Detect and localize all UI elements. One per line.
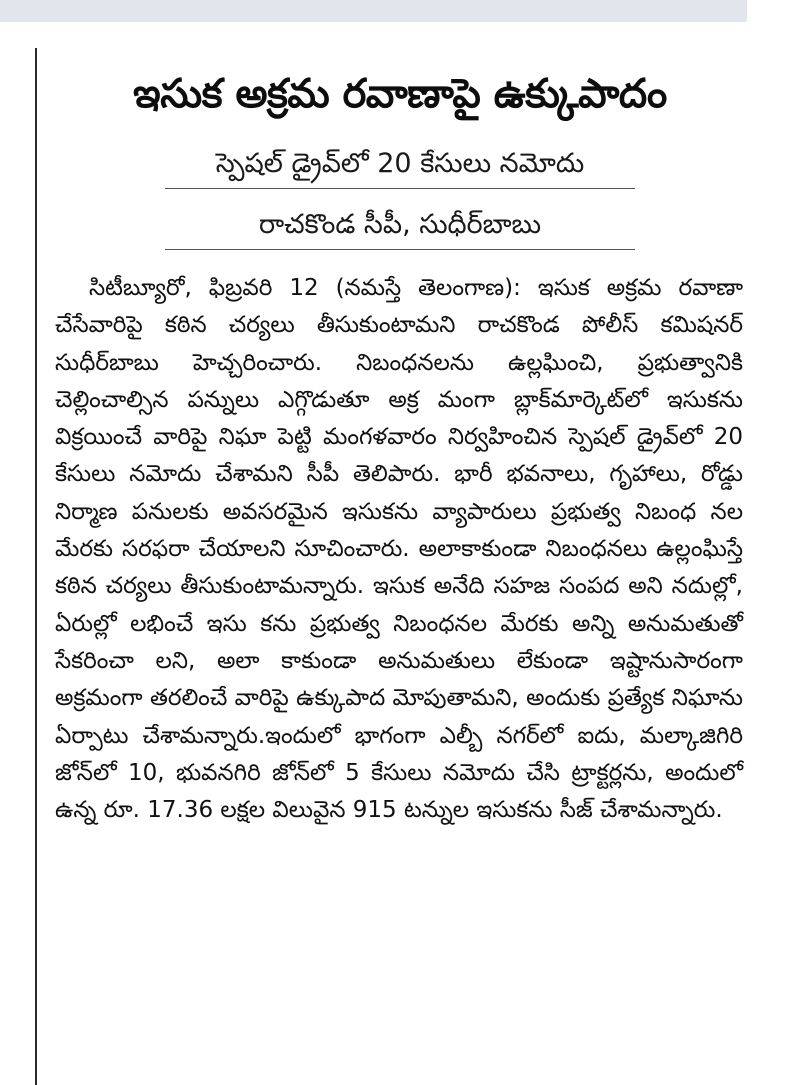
news-article [55, 48, 745, 829]
column-rule [35, 48, 37, 1085]
subheading-cases: స్పెషల్ డ్రైవ్‌లో 20 కేసులు నమోదు [215, 148, 585, 179]
subheading-underline [165, 249, 635, 250]
article-headline: ఇసుక అక్రమ రవాణాపై ఉక్కుపాదం [133, 71, 667, 117]
right-margin [747, 0, 800, 1085]
top-gray-band [0, 0, 747, 22]
subheading-underline [165, 188, 635, 189]
article-body: సిటీబ్యూరో, ఫిబ్రవరి 12 (నమస్తే తెలంగాణ): ఇసుక అక్రమ రవాణా చేసేవారిపై కఠిన చర్యలు తీసుకుంటామని రాచకొండ పోలీస్ కమిషనర్ సుధీర్‌బాబు హెచ్చరించారు. నిబంధనలను ఉల్లఘించి, ప్రభుత్వానికి చెల్లించాల్సిన పన్నులు ఎగ్గొడుతూ అక్ర మంగా బ్లాక్‌మార్కెట్‌లో ఇసుకను విక్రయించే వారిపై నిఘా పెట్టి మంగళవారం నిర్వహించిన స్పెషల్ డ్రైవ్‌లో 20 కేసులు నమోదు చేశామని సీపీ తెలిపారు. భారీ భవనాలు, గృహాలు, రోడ్డు నిర్మాణ పనులకు అవసరమైన ఇసుకను వ్యాపారులు ప్రభుత్వ నిబంధ నల మేరకు సరఫరా చేయాలని సూచించారు. అలాకాకుండా నిబంధనలు ఉల్లంఘిస్తే కఠిన చర్యలు తీసుకుంటామన్నారు. ఇసుక అనేది సహజ సంపద అని నదుల్లో, ఏరుల్లో లభించే ఇసు కను ప్రభుత్వ నిబంధనల మేరకు అన్ని అనుమతుతో సేకరించా లని, అలా కాకుండా అనుమతులు లేకుండా ఇష్టానుసారంగా అక్రమంగా తరలించే వారిపై ఉక్కుపాద మోపుతామని, అందుకు ప్రత్యేక నిఘాను ఏర్పాటు చేశామన్నారు.ఇందులో భాగంగా ఎల్బీ నగర్‌లో ఐదు, మల్కాజిగిరి జోన్‌లో 10, భువనగిరి జోన్‌లో 5 కేసులు నమోదు చేసి ట్రాక్టర్లను, అందులో ఉన్న రూ. 17.36 లక్షల విలువైన 915 టన్నుల ఇసుకను సీజ్ చేశామన్నారు. [55, 275, 743, 824]
subheading-source: రాచకొండ సీపీ, సుధీర్‌బాబు [258, 209, 542, 240]
